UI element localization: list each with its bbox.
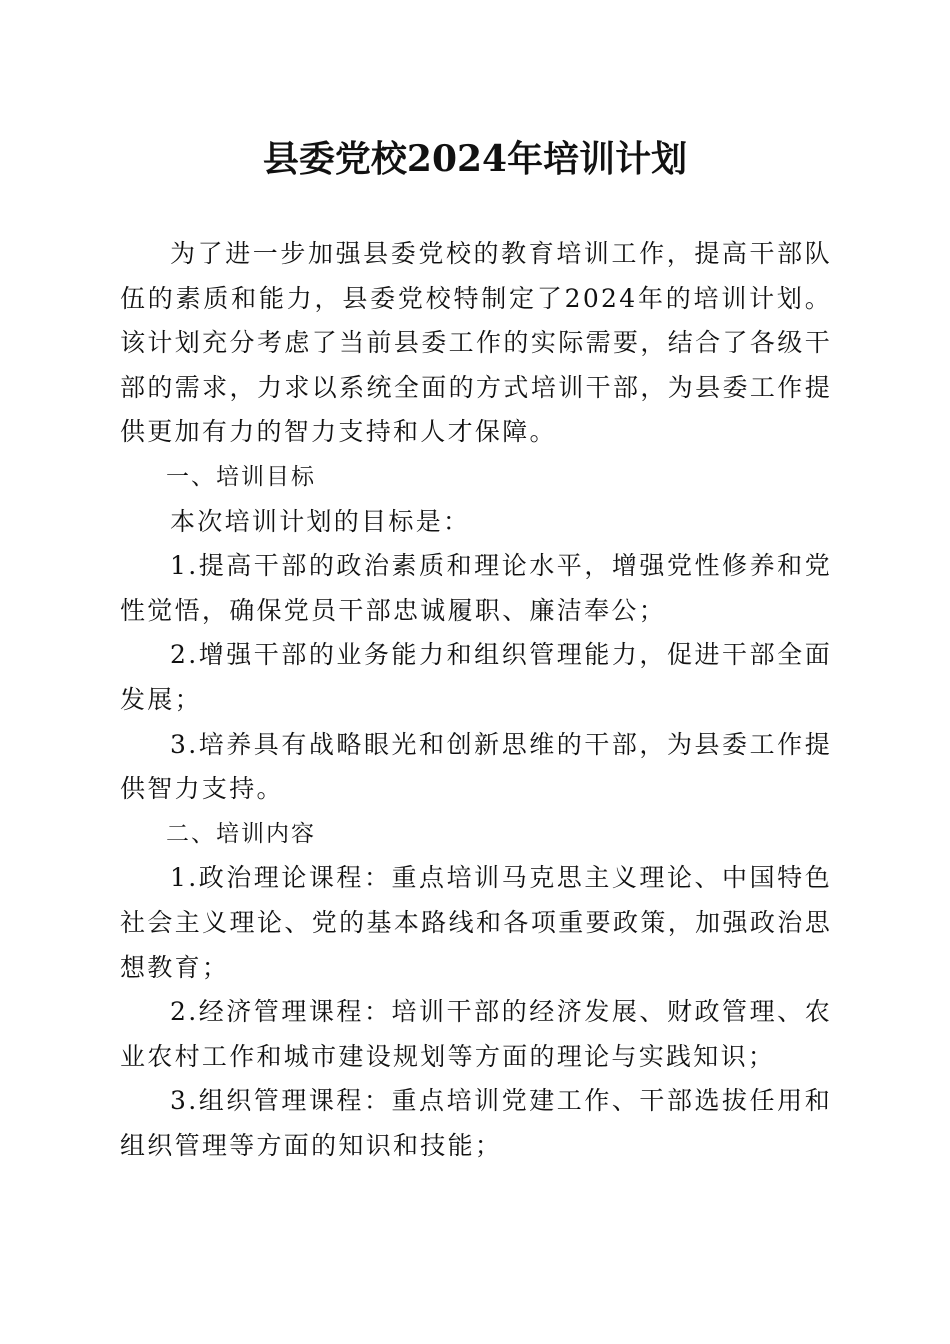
section-heading-content: 二、培训内容 xyxy=(166,820,316,847)
goal-item-2: 2.增强干部的业务能力和组织管理能力，促进干部全面发展； xyxy=(120,640,832,714)
document-title: 县委党校2024年培训计划 xyxy=(262,138,688,180)
content-item-2: 2.经济管理课程：培训干部的经济发展、财政管理、农业农村工作和城市建设规划等方面的理论与实践知识； xyxy=(120,997,832,1071)
content-item-3: 3.组织管理课程：重点培训党建工作、干部选拔任用和组织管理等方面的知识和技能； xyxy=(120,1086,832,1160)
goals-lead-paragraph: 本次培训计划的目标是： xyxy=(170,506,471,536)
goal-item-1: 1.提高干部的政治素质和理论水平，增强党性修养和党性觉悟，确保党员干部忠诚履职、廉洁奉公； xyxy=(120,551,832,625)
content-item-1: 1.政治理论课程：重点培训马克思主义理论、中国特色社会主义理论、党的基本路线和各项重要政策，加强政治思想教育； xyxy=(120,863,832,982)
goal-item-3: 3.培养具有战略眼光和创新思维的干部，为县委工作提供智力支持。 xyxy=(120,729,832,804)
intro-paragraph: 为了进一步加强县委党校的教育培训工作，提高干部队伍的素质和能力，县委党校特制定了2024年的培训计划。该计划充分考虑了当前县委工作的实际需要，结合了各级干部的需求，力求以系统全面的方式培训干部，为县委工作提供更加有力的智力支持和人才保障。 xyxy=(120,239,832,447)
document-body xyxy=(120,232,832,1168)
section-heading-goals: 一、培训目标 xyxy=(166,463,316,490)
